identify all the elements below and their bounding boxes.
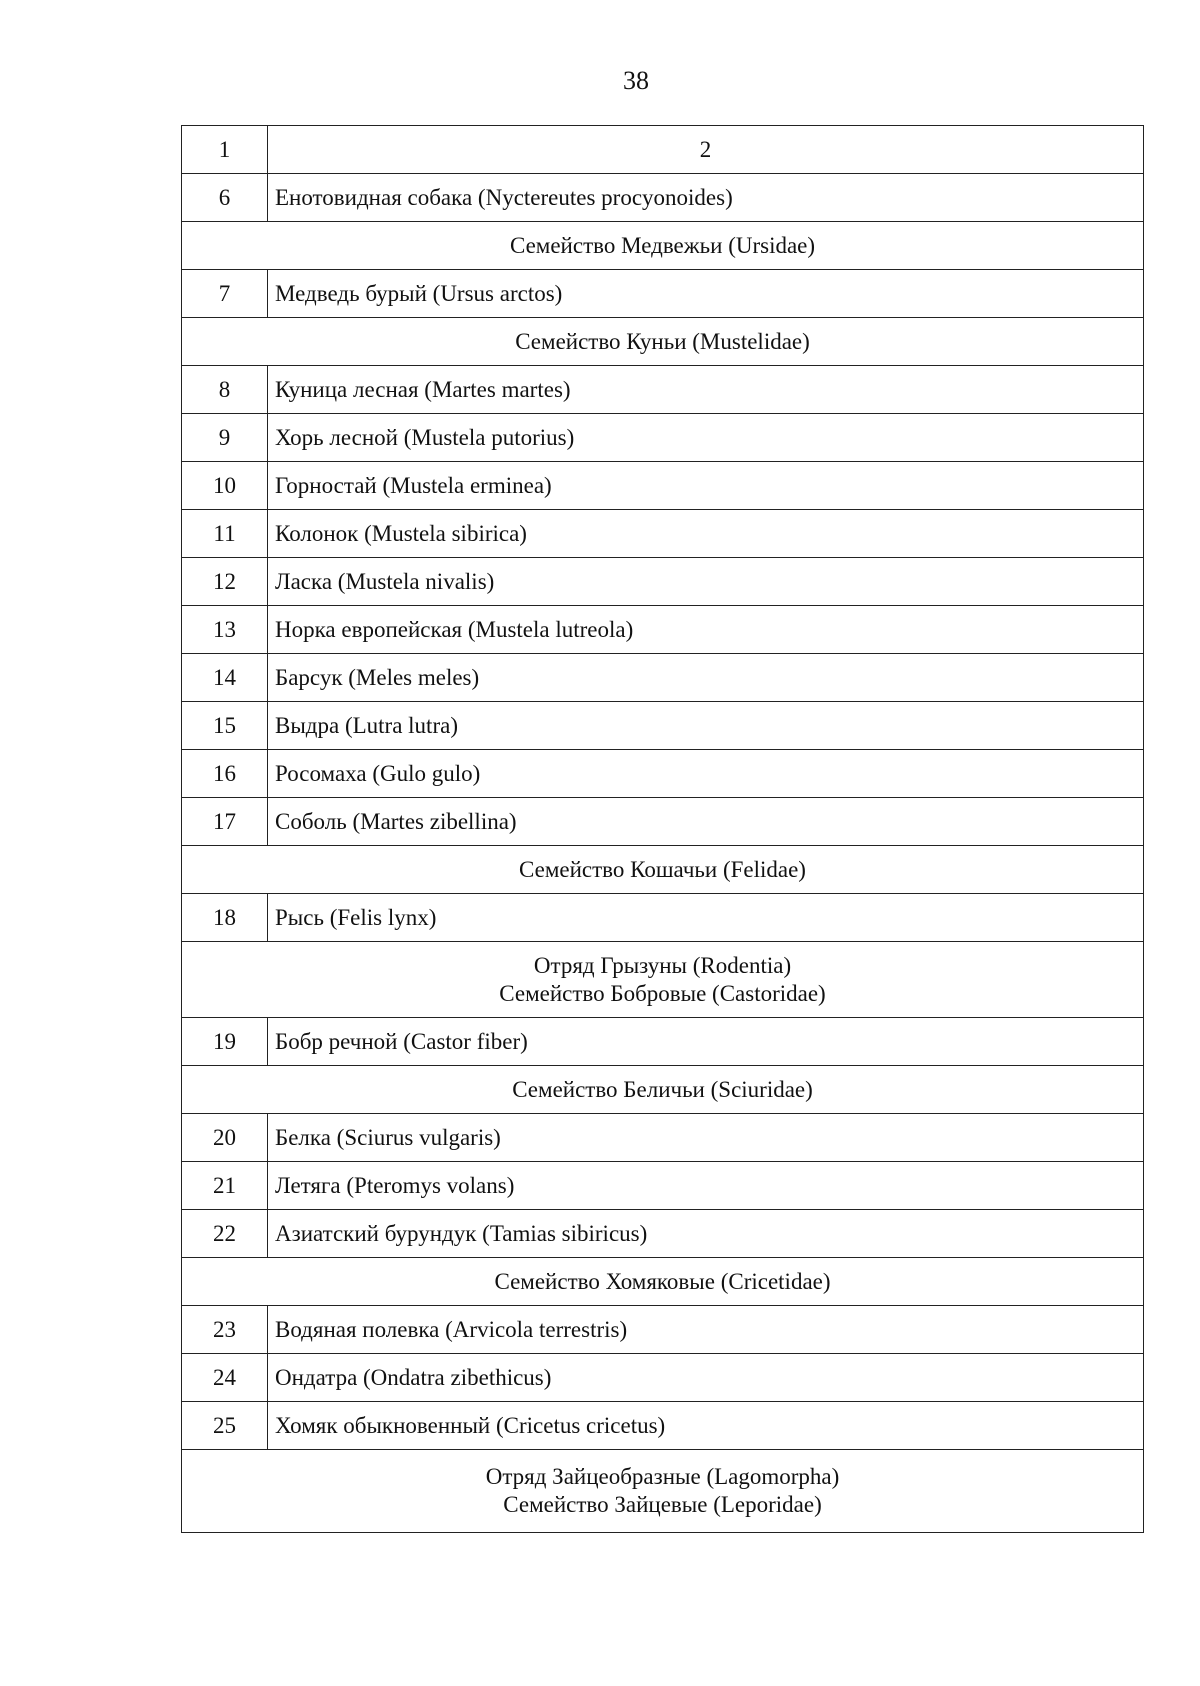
- species-name: Ласка (Mustela nivalis): [268, 558, 1144, 606]
- taxon-heading-line: Семейство Кошачьи (Felidae): [519, 856, 806, 882]
- species-number: 14: [182, 654, 268, 702]
- column-header-number: 1: [182, 126, 268, 174]
- taxon-heading: [182, 1066, 1144, 1114]
- taxon-heading-line: Семейство Бобровые (Castoridae): [499, 980, 826, 1006]
- species-row: [182, 1306, 1144, 1354]
- taxon-heading-line: Отряд Грызуны (Rodentia): [533, 952, 792, 978]
- species-row: [182, 1354, 1144, 1402]
- species-number: 23: [182, 1306, 268, 1354]
- taxon-heading-line: Семейство Куньи (Mustelidae): [515, 328, 810, 354]
- species-row: [182, 798, 1144, 846]
- taxon-heading: [182, 222, 1144, 270]
- taxon-heading: [182, 1450, 1144, 1533]
- species-number: 15: [182, 702, 268, 750]
- taxon-heading-line: Семейство Хомяковые (Cricetidae): [494, 1268, 831, 1294]
- species-row: [182, 894, 1144, 942]
- taxon-heading: [182, 942, 1144, 1018]
- species-row: [182, 1114, 1144, 1162]
- taxon-heading-row: [182, 1066, 1144, 1114]
- species-row: [182, 1402, 1144, 1450]
- species-number: 20: [182, 1114, 268, 1162]
- table-header-row: [182, 126, 1144, 174]
- species-number: 16: [182, 750, 268, 798]
- species-row: [182, 702, 1144, 750]
- species-number: 8: [182, 366, 268, 414]
- taxon-heading-row: [182, 846, 1144, 894]
- species-name: Хорь лесной (Mustela putorius): [268, 414, 1144, 462]
- species-name: Азиатский бурундук (Tamias sibiricus): [268, 1210, 1144, 1258]
- table-body: [182, 126, 1144, 1533]
- species-name: Хомяк обыкновенный (Cricetus cricetus): [268, 1402, 1144, 1450]
- species-name: Белка (Sciurus vulgaris): [268, 1114, 1144, 1162]
- species-name: Горностай (Mustela erminea): [268, 462, 1144, 510]
- species-name: Колонок (Mustela sibirica): [268, 510, 1144, 558]
- species-row: [182, 558, 1144, 606]
- species-name: Ондатра (Ondatra zibethicus): [268, 1354, 1144, 1402]
- species-number: 18: [182, 894, 268, 942]
- taxon-heading-row: [182, 942, 1144, 1018]
- species-row: [182, 1018, 1144, 1066]
- species-number: 21: [182, 1162, 268, 1210]
- species-name: Бобр речной (Castor fiber): [268, 1018, 1144, 1066]
- species-number: 17: [182, 798, 268, 846]
- species-name: Барсук (Meles meles): [268, 654, 1144, 702]
- species-number: 12: [182, 558, 268, 606]
- taxon-heading-line: Семейство Медвежьи (Ursidae): [509, 232, 816, 258]
- species-row: [182, 462, 1144, 510]
- taxon-heading: [182, 1258, 1144, 1306]
- species-name: Выдра (Lutra lutra): [268, 702, 1144, 750]
- species-name: Норка европейская (Mustela lutreola): [268, 606, 1144, 654]
- species-number: 7: [182, 270, 268, 318]
- species-number: 10: [182, 462, 268, 510]
- species-row: [182, 654, 1144, 702]
- taxon-heading-line: Семейство Зайцевые (Leporidae): [503, 1492, 822, 1517]
- taxon-heading-row: [182, 1258, 1144, 1306]
- species-name: Росомаха (Gulo gulo): [268, 750, 1144, 798]
- taxon-heading-line: Отряд Зайцеобразные (Lagomorpha): [485, 1464, 840, 1489]
- species-row: [182, 510, 1144, 558]
- species-name: Соболь (Martes zibellina): [268, 798, 1144, 846]
- species-row: [182, 174, 1144, 222]
- species-row: [182, 270, 1144, 318]
- species-table: [181, 125, 1144, 1533]
- species-name: Рысь (Felis lynx): [268, 894, 1144, 942]
- taxon-heading: [182, 846, 1144, 894]
- species-name: Медведь бурый (Ursus arctos): [268, 270, 1144, 318]
- species-row: [182, 1162, 1144, 1210]
- species-name: Енотовидная собака (Nyctereutes procyonoides): [268, 174, 1144, 222]
- species-row: [182, 750, 1144, 798]
- taxon-heading-row: [182, 318, 1144, 366]
- taxon-heading: [182, 318, 1144, 366]
- page-number: 38: [623, 66, 649, 95]
- species-number: 11: [182, 510, 268, 558]
- species-name: Водяная полевка (Arvicola terrestris): [268, 1306, 1144, 1354]
- species-row: [182, 414, 1144, 462]
- species-number: 19: [182, 1018, 268, 1066]
- species-number: 24: [182, 1354, 268, 1402]
- species-number: 25: [182, 1402, 268, 1450]
- column-header-name: 2: [268, 126, 1144, 174]
- taxon-heading-line: Семейство Беличьи (Sciuridae): [512, 1076, 813, 1102]
- species-name: Куница лесная (Martes martes): [268, 366, 1144, 414]
- taxon-heading-row: [182, 222, 1144, 270]
- species-row: [182, 606, 1144, 654]
- species-row: [182, 1210, 1144, 1258]
- species-number: 22: [182, 1210, 268, 1258]
- taxon-heading-row: [182, 1450, 1144, 1533]
- species-number: 9: [182, 414, 268, 462]
- species-row: [182, 366, 1144, 414]
- species-number: 6: [182, 174, 268, 222]
- species-number: 13: [182, 606, 268, 654]
- species-name: Летяга (Pteromys volans): [268, 1162, 1144, 1210]
